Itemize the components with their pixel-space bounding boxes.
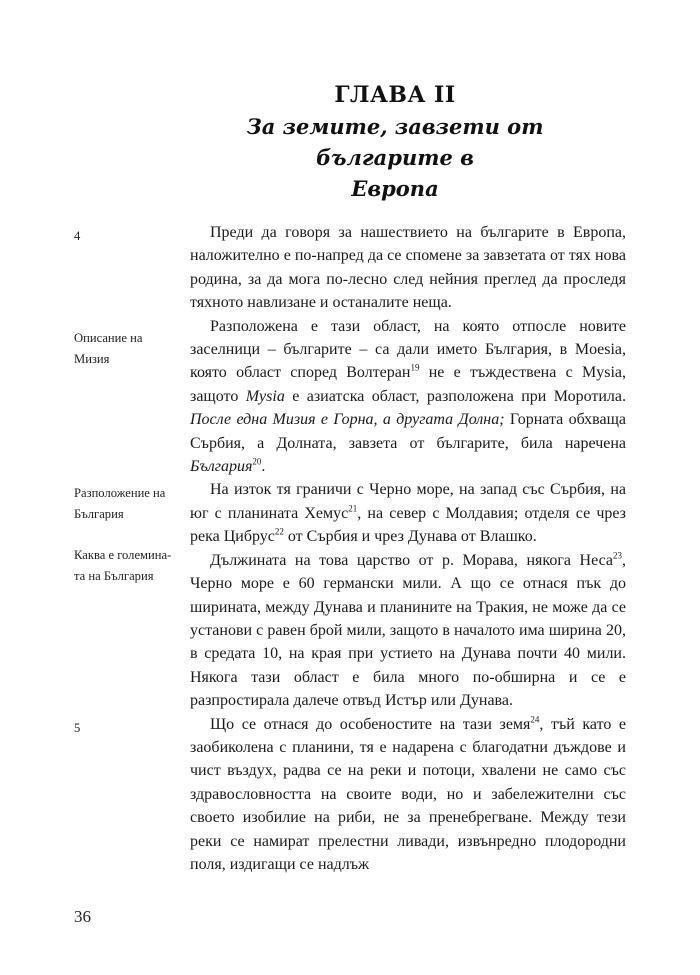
footnote-ref-23: 23 [613,550,622,561]
paragraph-4: Дължината на това царство от р. Морава, някога Неса$^{23}$, Черно море е 60 германски мили. А що се отнася пък до ширината, между Дунава и планините на Тракия, не може да се установи с равен брой мили, защото в началото има ширина 20, в средата 10, на края при устието на Дунава почти 40 мили. Някога тази област е била много по-обширна и се е разпростирала далече отвъд Истър или Дунава. [190,550,626,710]
margin-note-line: Мизия [74,352,110,366]
margin-note-line: Описание на [74,331,143,345]
footnote-ref-20: 20 [252,456,262,467]
paragraph-3: На изток тя граничи с Черно море, на запад със Сърбия, на юг с планината Хемус$^{21}$, на север с Молдавия; отделя се чрез река Цибрус$^{22}$ от Сърбия и чрез Дунава от Влашко. [190,481,627,546]
margin-note-misia [74,328,186,370]
chapter-title-line-1: За земите, завзети от българите в [246,114,544,170]
margin-note-line: та на България [74,569,154,583]
footnote-ref-19: 19 [410,363,420,374]
chapter-heading [185,80,605,204]
footnote-ref-22: 22 [274,526,284,537]
margin-note-line: Разположение на [74,486,166,500]
margin-number-4: 4 [74,229,81,243]
chapter-title-line-2: Европа [351,176,439,201]
body-text [190,221,626,876]
paragraph-5: Що се отнася до особеностите на тази земя$^{24}$, тъй като е заобиколена с планини, тя е надарена с благодатни дъждове и чист въздух, радва се на реки и потоци, хвалени не само със здравословността на своите води, но и забележителни със своето изобилие на риби, не за пренебрегване. Между тези реки се намират прелестни ливади, извънредно плодородни поля, издигащи се надлъж [190,714,626,873]
margin-note-location [74,483,186,525]
paragraph-1: Преди да говоря за нашествието на българите в Европа, наложително е по-напред да се спомене за завзетата от тях нова родина, за да мога по-лесно след нейния преглед да проследя тяхното навлизане и останалите неща. [190,224,626,312]
page-number: 36 [74,907,91,926]
margin-note-line: Каква е големина- [74,548,172,562]
margin-note-line: България [74,507,124,521]
footnote-ref-21: 21 [348,503,358,514]
margin-number-5: 5 [74,721,81,735]
chapter-number: ГЛАВА II [334,82,456,108]
paragraph-2: Разположена е тази област, на която отпосле новите заселници – българите – са дали името България, в Moesia, която област според Волтеран$^{19}$ не е тъждествена с Mysia, защото Mysia е азиатска област, разположена при Моротила. После една Мизия е Горна, а другата Долна; Горната обхваща Сърбия, а Долната, завзета от българите, била наречена България$^{20}$. [190,317,627,476]
footnote-ref-24: 24 [530,714,540,725]
margin-note-size [74,545,186,587]
